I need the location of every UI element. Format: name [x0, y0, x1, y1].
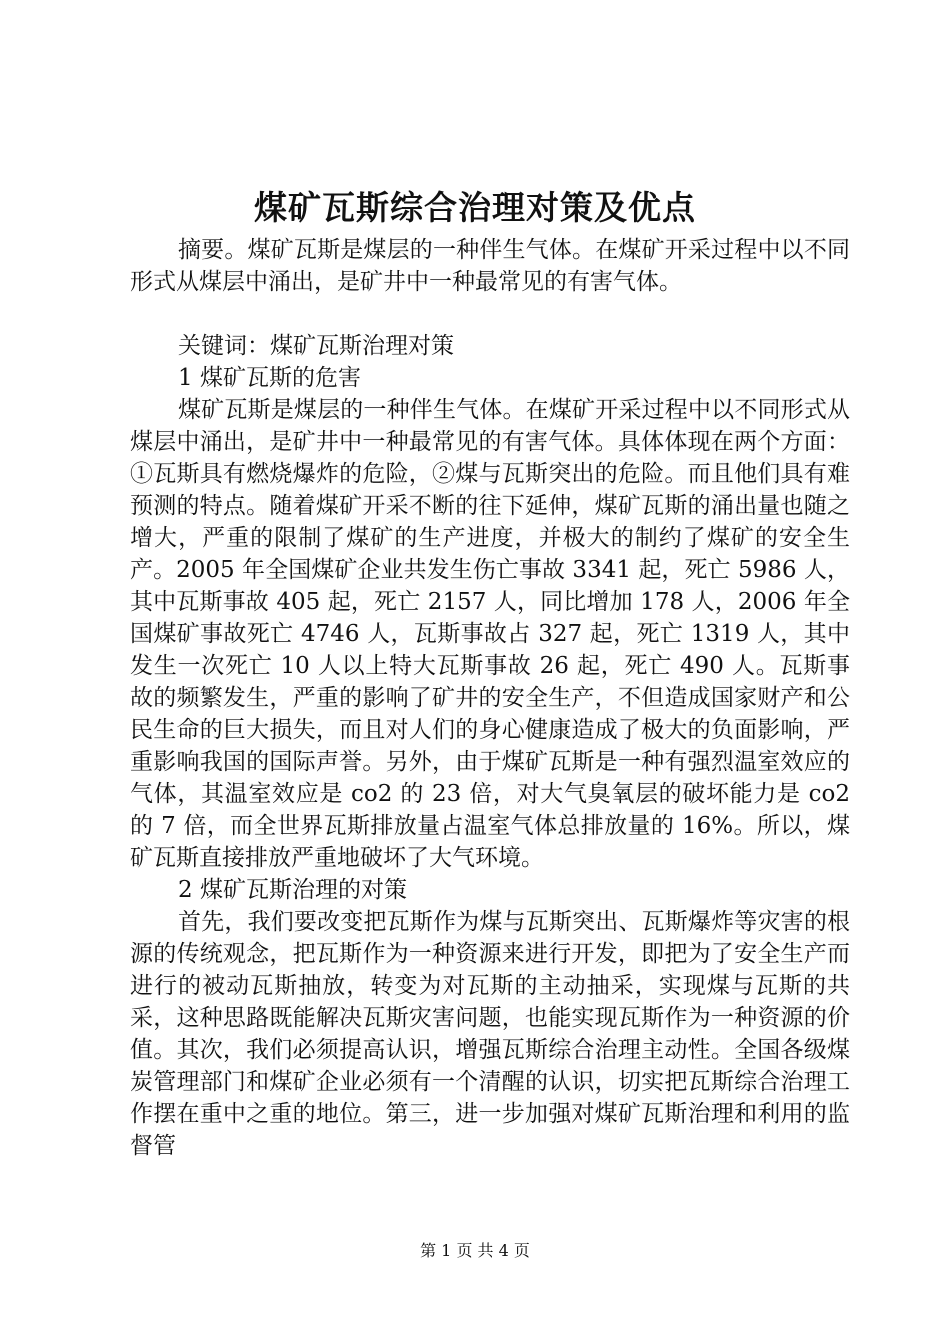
section-1-heading: 1 煤矿瓦斯的危害	[178, 365, 361, 391]
page-footer: 第 1 页 共 4 页	[420, 1241, 530, 1260]
section-1-paragraph: 煤矿瓦斯是煤层的一种伴生气体。在煤矿开采过程中以不同形式从煤层中涌出，是矿井中一种最常见的有害气体。具体体现在两个方面：①瓦斯具有燃烧爆炸的危险，②煤与瓦斯突出的危险。而且他们具有难预测的特点。随着煤矿开采不断的往下延伸，煤矿瓦斯的涌出量也随之增大，严重的限制了煤矿的生产进度，并极大的制约了煤矿的安全生产。2005 年全国煤矿企业共发生伤亡事故 3341 起，死亡 5986 人，其中瓦斯事故 405 起，死亡 2157 人，同比增加 178 人，2006 年全国煤矿事故死亡 4746 人，瓦斯事故占 327 起，死亡 1319 人，其中发生一次死亡 10 人以上特大瓦斯事故 26 起，死亡 490 人。瓦斯事故的频繁发生，严重的影响了矿井的安全生产，不但造成国家财产和公民生命的巨大损失，而且对人们的身心健康造成了极大的负面影响，严重影响我国的国际声誉。另外，由于煤矿瓦斯是一种有强烈温室效应的气体，其温室效应是 co2 的 23 倍，对大气臭氧层的破坏能力是 co2 的 7 倍，而全世界瓦斯排放量占温室气体总排放量的 16%。所以，煤矿瓦斯直接排放严重地破坏了大气环境。	[130, 397, 850, 871]
paragraph-spacer	[130, 298, 850, 330]
section-2-heading: 2 煤矿瓦斯治理的对策	[178, 877, 407, 903]
section-2-paragraph: 首先，我们要改变把瓦斯作为煤与瓦斯突出、瓦斯爆炸等灾害的根源的传统观念，把瓦斯作为一种资源来进行开发，即把为了安全生产而进行的被动瓦斯抽放，转变为对瓦斯的主动抽采，实现煤与瓦斯的共采，这种思路既能解决瓦斯灾害问题，也能实现瓦斯作为一种资源的价值。其次，我们必须提高认识，增强瓦斯综合治理主动性。全国各级煤炭管理部门和煤矿企业必须有一个清醒的认识，切实把瓦斯综合治理工作摆在重中之重的地位。第三，进一步加强对煤矿瓦斯治理和利用的监督管	[130, 909, 850, 1159]
document-title: 煤矿瓦斯综合治理对策及优点	[254, 188, 696, 227]
keywords-line: 关键词：煤矿瓦斯治理对策	[178, 333, 454, 359]
abstract-paragraph: 摘要。煤矿瓦斯是煤层的一种伴生气体。在煤矿开采过程中以不同形式从煤层中涌出，是矿井中一种最常见的有害气体。	[130, 237, 850, 295]
document-body	[130, 234, 850, 1162]
